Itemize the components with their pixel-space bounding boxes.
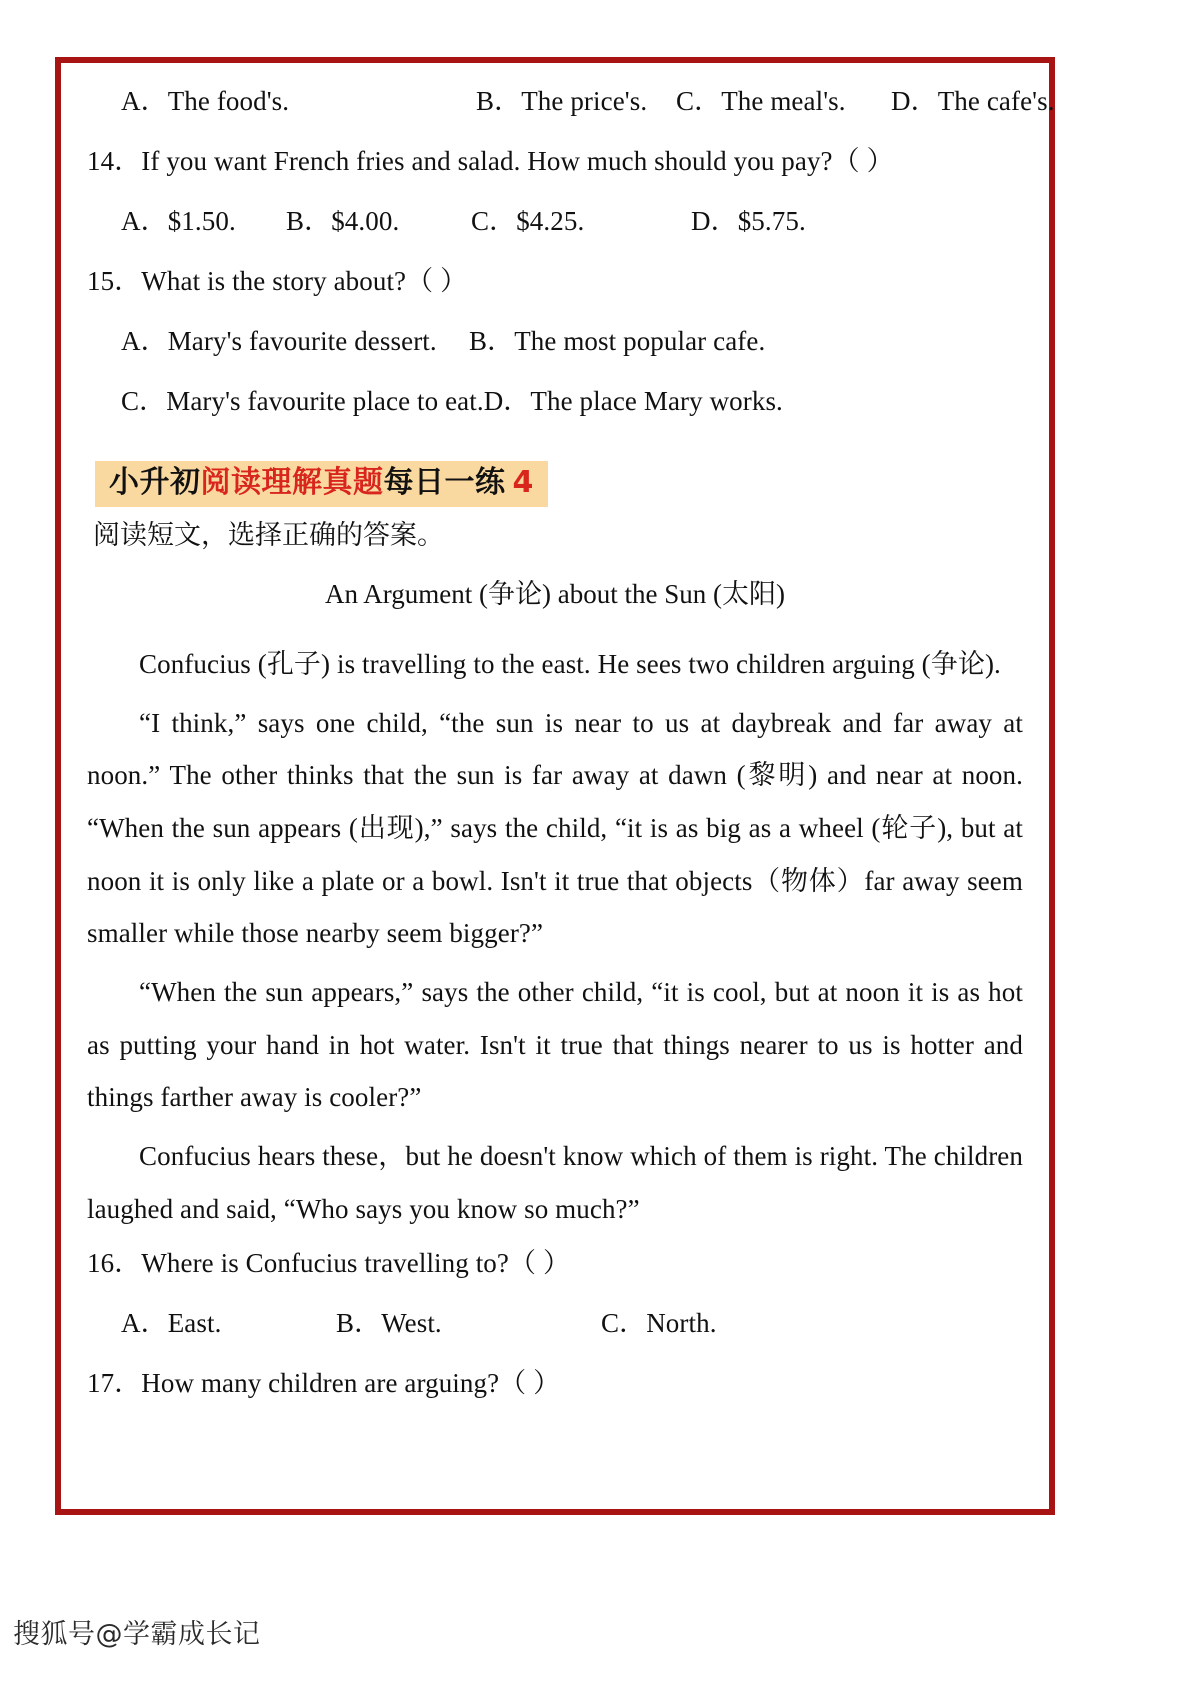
q13-option-b[interactable]: B．The price's. bbox=[476, 86, 648, 116]
banner-number: 4 bbox=[512, 464, 534, 500]
passage-paragraph: Confucius (孔子) is travelling to the east. He sees two children arguing (争论). bbox=[139, 649, 1001, 680]
q13-option-c[interactable]: C．The meal's. bbox=[676, 86, 846, 116]
q16-option-b[interactable]: B．West. bbox=[336, 1308, 442, 1339]
banner-part-1: 小升初 bbox=[109, 464, 201, 500]
q15-option-a[interactable]: A．Mary's favourite dessert. bbox=[121, 325, 437, 356]
banner-part-2: 阅读理解真题 bbox=[200, 464, 384, 500]
passage-paragraph: “When the sun appears,” says the other child, “it is cool, but at noon it is as hot as putting your hand in hot water. Isn't it true that things nearer to us is hotter and things farther away is cooler?” bbox=[87, 976, 1023, 1113]
q16-stem: 16．Where is Confucius travelling to?（ ） bbox=[87, 1248, 571, 1279]
exam-paper-frame bbox=[55, 57, 1055, 1515]
q14-option-a[interactable]: A．$1.50. bbox=[121, 205, 236, 236]
banner-part-3: 每日一练 bbox=[383, 464, 506, 500]
q15-options-row-1 bbox=[87, 325, 1023, 358]
q15-options-row-2 bbox=[87, 385, 1023, 418]
q13-option-d[interactable]: D．The cafe's. bbox=[891, 86, 1055, 116]
source-watermark: 搜狐号@学霸成长记 bbox=[13, 1619, 261, 1650]
q16-options-row bbox=[87, 1307, 1023, 1340]
q17-stem: 17．How many children are arguing?（ ） bbox=[87, 1368, 561, 1399]
q14-option-d[interactable]: D．$5.75. bbox=[691, 205, 806, 236]
q13-option-a[interactable]: A．The food's. bbox=[121, 86, 290, 116]
passage-paragraph: “I think,” says one child, “the sun is near to us at daybreak and far away at noon.” The other thinks that the sun is far away at dawn (黎明) and near at noon. “When the sun appears (出现),” says the child, “it is as big as a wheel (轮子), but at noon it is only like a plate or a bowl. Isn't it true that objects（物体）far away seem smaller while those nearby seem bigger?” bbox=[87, 707, 1023, 949]
section-title-banner bbox=[95, 461, 548, 507]
q14-stem: 14．If you want French fries and salad. How much should you pay?（ ） bbox=[87, 145, 894, 176]
exam-paper-content bbox=[61, 63, 1055, 1400]
q16-option-a[interactable]: A．East. bbox=[121, 1308, 222, 1339]
q13-options-row bbox=[87, 85, 1055, 118]
q15-option-d[interactable]: D．The place Mary works. bbox=[483, 385, 783, 416]
q15-option-c[interactable]: C．Mary's favourite place to eat. bbox=[121, 385, 484, 416]
q15-stem: 15．What is the story about?（ ） bbox=[87, 265, 468, 296]
q14-option-c[interactable]: C．$4.25. bbox=[471, 205, 585, 236]
q14-option-b[interactable]: B．$4.00. bbox=[286, 205, 400, 236]
reading-instruction: 阅读短文，选择正确的答案。 bbox=[93, 519, 444, 550]
q15-option-b[interactable]: B．The most popular cafe. bbox=[469, 325, 766, 356]
passage-title: An Argument (争论) about the Sun (太阳) bbox=[325, 579, 785, 610]
q16-option-c[interactable]: C．North. bbox=[601, 1308, 717, 1339]
passage-paragraph: Confucius hears these，but he doesn't know which of them is right. The children laughed and said, “Who says you know so much?” bbox=[87, 1140, 1023, 1224]
q14-options-row bbox=[87, 205, 1023, 238]
